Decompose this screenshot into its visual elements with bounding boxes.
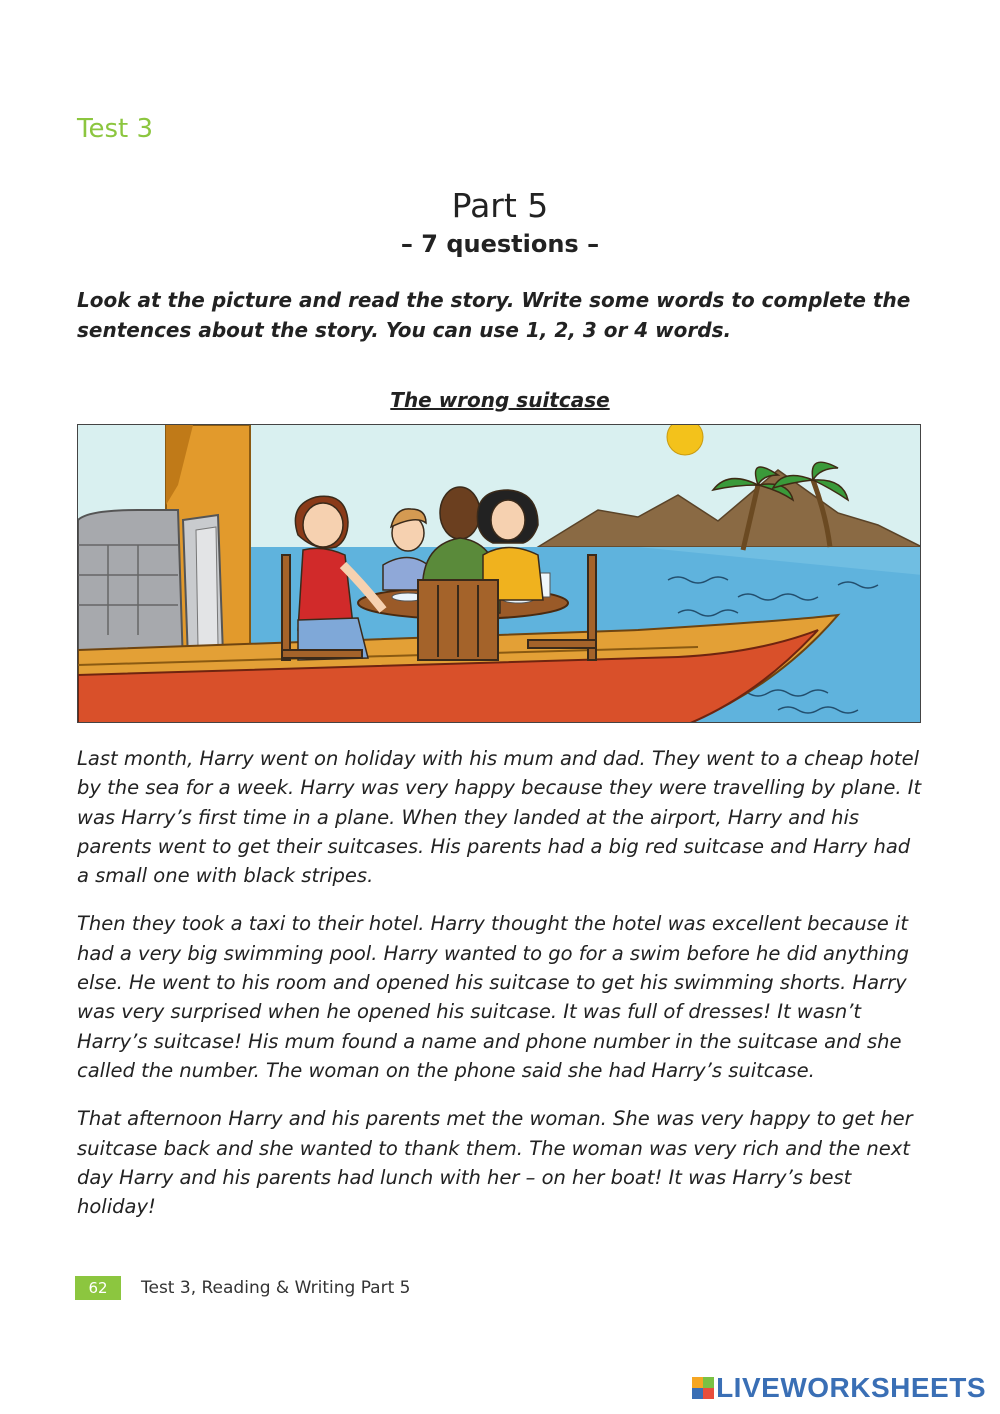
test-label: Test 3 (77, 114, 154, 144)
story-paragraph: Then they took a taxi to their hotel. Harry thought the hotel was excellent because it had a very big swimming pool. Harry wanted to go for a swim before he did anything else. He went to his room and opened his suitcase to get his swimming shorts. Harry was very surprised when he opened his suitcase. It was full of dresses! It wasn’t Harry’s suitcase! His mum found a name and phone number in the suitcase and she called the number. The woman on the phone said she had Harry’s suitcase. (77, 912, 909, 1082)
story-text (77, 744, 927, 1240)
instructions: Look at the picture and read the story. Write some words to complete the sentences about the story. You can use 1, 2, 3 or 4 words. (77, 288, 911, 342)
liveworksheets-watermark (692, 1372, 986, 1404)
page-footer (75, 1275, 410, 1301)
part-title: Part 5 (451, 186, 549, 225)
watermark-text: LIVEWORKSHEETS (716, 1372, 986, 1403)
story-illustration (77, 424, 921, 723)
liveworksheets-logo-icon (692, 1377, 714, 1399)
story-title: The wrong suitcase (390, 388, 610, 412)
footer-text: Test 3, Reading & Writing Part 5 (141, 1278, 411, 1298)
page-number: 62 (75, 1276, 121, 1300)
story-paragraph: That afternoon Harry and his parents met the woman. She was very happy to get her suitcase back and she wanted to thank them. The woman was very rich and the next day Harry and his parents had lunch with her – on her boat! It was Harry’s best holiday! (77, 1107, 913, 1219)
part-subtitle: – 7 questions – (400, 230, 600, 258)
story-paragraph: Last month, Harry went on holiday with his mum and dad. They went to a cheap hotel by the sea for a week. Harry was very happy because they were travelling by plane. It was Harry’s first time in a plane. When they landed at the airport, Harry and his parents went to get their suitcases. His parents had a big red suitcase and Harry had a small one with black stripes. (77, 747, 922, 888)
